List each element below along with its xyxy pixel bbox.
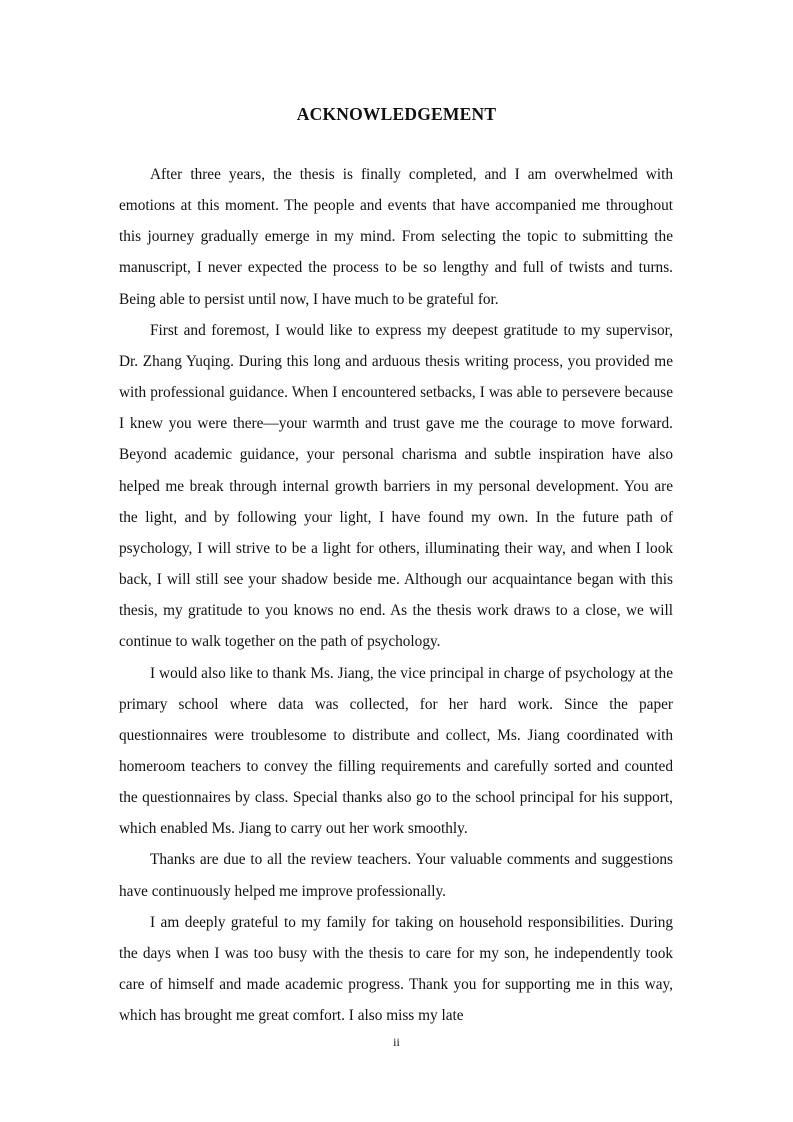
page-number: ii xyxy=(393,1035,400,1049)
paragraph-supervisor: First and foremost, I would like to express my deepest gratitude to my supervisor, Dr. Zhang Yuqing. During this long and arduous thesis writing process, you provided me with professional guidance. When I encountered setbacks, I was able to persevere because I knew you were there—your warmth and trust gave me the courage to move forward. Beyond academic guidance, your personal charisma and subtle inspiration have also helped me break through internal growth barriers in my personal development. You are the light, and by following your light, I have found my own. In the future path of psychology, I will strive to be a light for others, illuminating their way, and when I look back, I will still see your shadow beside me. Although our acquaintance began with this thesis, my gratitude to you knows no end. As the thesis work draws to a close, we will continue to walk together on the path of psychology. xyxy=(119,321,673,651)
paragraph-vice-principal: I would also like to thank Ms. Jiang, the vice principal in charge of psychology at the primary school where data was collected, for her hard work. Since the paper questionnaires were troublesome to distribute and collect, Ms. Jiang coordinated with homeroom teachers to convey the filling requirements and carefully sorted and counted the questionnaires by class. Special thanks also go to the school principal for his support, which enabled Ms. Jiang to carry out her work smoothly. xyxy=(119,664,673,838)
acknowledgement-body xyxy=(119,159,673,1031)
paragraph-intro: After three years, the thesis is finally completed, and I am overwhelmed with emotions at this moment. The people and events that have accompanied me throughout this journey gradually emerge in my mind. From selecting the topic to submitting the manuscript, I never expected the process to be so lengthy and full of twists and turns. Being able to persist until now, I have much to be grateful for. xyxy=(119,166,673,308)
page-title: ACKNOWLEDGEMENT xyxy=(296,104,497,124)
paragraph-family: I am deeply grateful to my family for taking on household responsibilities. During the days when I was too busy with the thesis to care for my son, he independently took care of himself and made academic progress. Thank you for supporting me in this way, which has brought me great comfort. I also miss my late xyxy=(119,913,673,1025)
paragraph-review-teachers: Thanks are due to all the review teachers. Your valuable comments and suggestions have continuously helped me improve professionally. xyxy=(119,851,673,900)
